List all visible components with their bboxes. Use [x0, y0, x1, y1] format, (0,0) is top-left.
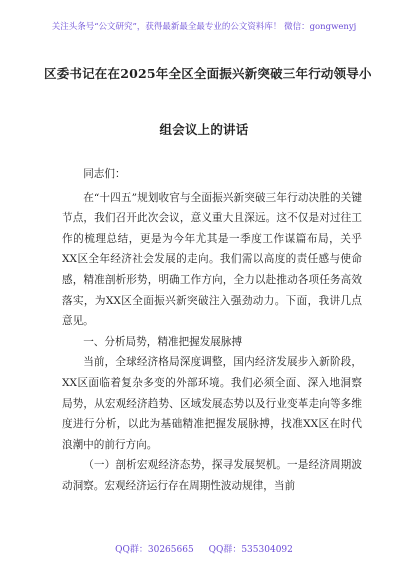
document-title-line-1: 区委书记在在2025年全区全面振兴新突破三年行动领导小 [44, 66, 372, 81]
document-body [62, 164, 362, 497]
footer-qq-group-2: QQ群：535304092 [208, 545, 293, 555]
footer-qq-group-1: QQ群：30265665 [115, 545, 194, 555]
section-heading-1: 一、分析局势，精准把握发展脉搏 [83, 335, 243, 348]
paragraph-intro: 在“十四五”规划收官与全面振兴新突破三年行动决胜的关键节点，我们召开此次会议，意义重大且深远。这不仅是对过往工作的梳理总结，更是为今年尤其是一季度工作谋篇布局，关乎XX区全年经济社会发展的走向。我们需以高度的责任感与使命感，精准剖析形势，明确工作方向，全力以赴推动各项任务高效落实，为XX区全面振兴新突破注入强劲动力。下面，我讲几点意见。 [62, 191, 362, 328]
footer-contact [0, 542, 408, 555]
paragraph-subsection-1: （一）剖析宏观经济态势，探寻发展契机。一是经济周期波动洞察。宏观经济运行存在周期性波动规律，当前 [62, 459, 362, 492]
header-note: 关注头条号“公文研究”，获得最新最全最专业的公文资料库！ 微信：gongwenyj [51, 22, 357, 32]
salutation: 同志们： [83, 168, 126, 180]
paragraph-situation: 当前，全球经济格局深度调整，国内经济发展步入新阶段，XX区面临着复杂多变的外部环境。我们必须全面、深入地洞察局势，从宏观经济趋势、区域发展态势以及行业变革走向等多维度进行分析，以此为基础精准把握发展脉搏，找准XX区在时代浪潮中的前行方向。 [62, 356, 362, 451]
document-title-line-2: 组会议上的讲话 [159, 122, 249, 137]
